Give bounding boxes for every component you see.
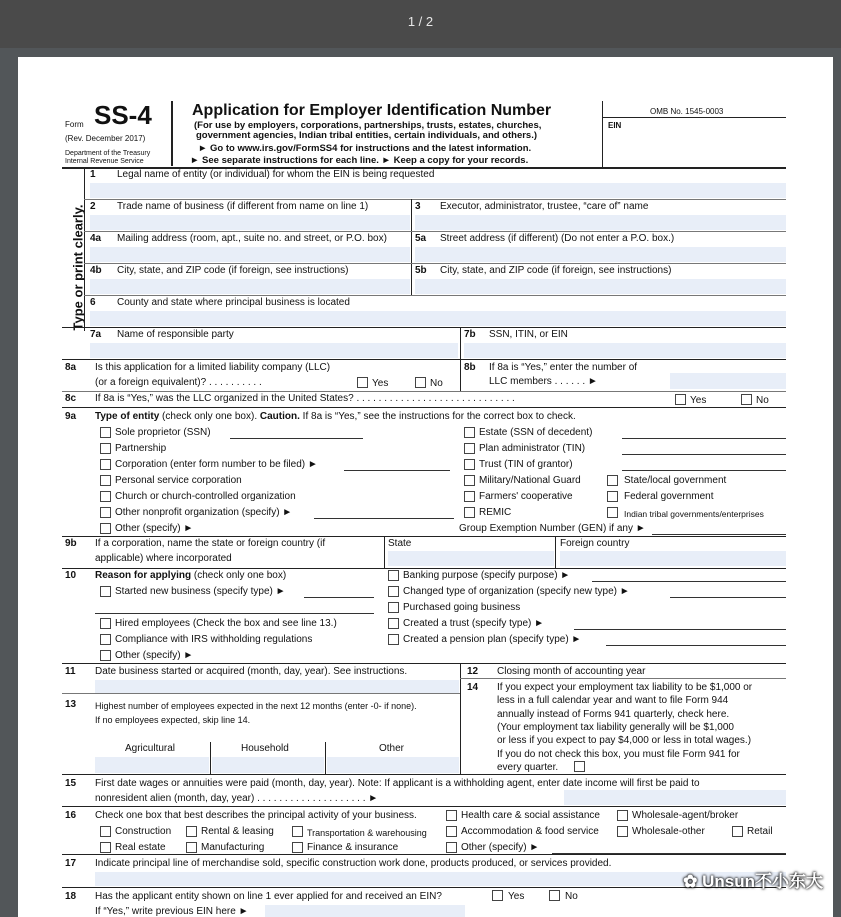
hired-employees-checkbox[interactable] bbox=[100, 618, 111, 629]
foreign-country-label: Foreign country bbox=[560, 538, 630, 549]
line-7a-number: 7a bbox=[90, 329, 102, 340]
gen-label: Group Exemption Number (GEN) if any ► bbox=[459, 523, 646, 534]
line-6-number: 6 bbox=[90, 297, 96, 308]
line-7b-label: SSN, ITIN, or EIN bbox=[489, 329, 568, 340]
form-subtitle-2: government agencies, Indian tribal entities, certain individuals, and others.) bbox=[196, 130, 538, 141]
started-business-type-field-2[interactable] bbox=[95, 613, 374, 614]
line-5b-label: City, state, and ZIP code (if foreign, see instructions) bbox=[440, 265, 672, 276]
remic-checkbox[interactable] bbox=[464, 507, 475, 518]
line-3-label: Executor, administrator, trustee, “care of” name bbox=[440, 201, 649, 212]
trade-name-field[interactable] bbox=[90, 215, 410, 230]
line-8a-label: Is this application for a limited liability company (LLC) bbox=[95, 362, 331, 373]
county-state-field[interactable] bbox=[90, 311, 786, 326]
indian-tribal-label: Indian tribal governments/enterprises bbox=[624, 509, 764, 519]
line-14-text-6: If you do not check this box, you must file Form 941 for bbox=[497, 749, 740, 760]
rental-leasing-checkbox[interactable] bbox=[186, 826, 197, 837]
pension-plan-label: Created a pension plan (specify type) ► bbox=[403, 634, 582, 645]
line-5a-label: Street address (if different) (Do not enter a P.O. box.) bbox=[440, 233, 675, 244]
line-8a-number: 8a bbox=[65, 362, 77, 373]
prior-ein-yes-label: Yes bbox=[508, 891, 525, 902]
department-label: Department of the Treasury bbox=[65, 150, 151, 157]
line-14-text-3: annually instead of Forms 941 quarterly, check here. bbox=[497, 709, 730, 720]
line-7b-number: 7b bbox=[464, 329, 476, 340]
llc-us-no-checkbox[interactable] bbox=[741, 394, 752, 405]
construction-checkbox[interactable] bbox=[100, 826, 111, 837]
estate-ssn-field[interactable] bbox=[622, 438, 786, 439]
llc-members-field[interactable] bbox=[670, 373, 786, 389]
hired-employees-label: Hired employees (Check the box and see line 13.) bbox=[115, 618, 337, 629]
started-business-label: Started new business (specify type) ► bbox=[115, 586, 286, 597]
line-16-label: Check one box that best describes the principal activity of your business. bbox=[95, 810, 417, 821]
mailing-address-field[interactable] bbox=[90, 247, 410, 262]
construction-label: Construction bbox=[115, 826, 172, 837]
wholesale-other-label: Wholesale-other bbox=[632, 826, 705, 837]
agricultural-label: Agricultural bbox=[125, 743, 176, 754]
line-14-text-5: or less if you expect to pay $4,000 or less in total wages.) bbox=[497, 735, 752, 746]
form-subtitle-1: (For use by employers, corporations, partnerships, trusts, estates, churches, bbox=[194, 120, 542, 131]
line-13-label-2: If no employees expected, skip line 14. bbox=[95, 715, 251, 725]
household-label: Household bbox=[241, 743, 289, 754]
created-trust-label: Created a trust (specify type) ► bbox=[403, 618, 545, 629]
other-activity-label: Other (specify) ► bbox=[461, 842, 540, 853]
line-5b-number: 5b bbox=[415, 265, 427, 276]
first-wages-date-field[interactable] bbox=[564, 790, 786, 805]
state-local-gov-checkbox[interactable] bbox=[607, 475, 618, 486]
estate-label: Estate (SSN of decedent) bbox=[479, 427, 593, 438]
estate-checkbox[interactable] bbox=[464, 427, 475, 438]
wholesale-agent-checkbox[interactable] bbox=[617, 810, 628, 821]
executor-field[interactable] bbox=[415, 215, 786, 230]
federal-gov-label: Federal government bbox=[624, 491, 714, 502]
wechat-icon: ✿ bbox=[683, 872, 703, 891]
other-reason-checkbox[interactable] bbox=[100, 650, 111, 661]
legal-name-field[interactable] bbox=[90, 183, 786, 198]
line-7a-label: Name of responsible party bbox=[117, 329, 234, 340]
plan-administrator-checkbox[interactable] bbox=[464, 443, 475, 454]
corporation-form-field[interactable] bbox=[344, 470, 450, 471]
other-activity-checkbox[interactable] bbox=[446, 842, 457, 853]
line-18-label: Has the applicant entity shown on line 1 ever applied for and received an EIN? bbox=[95, 891, 442, 902]
compliance-label: Compliance with IRS withholding regulations bbox=[115, 634, 313, 645]
responsible-party-field[interactable] bbox=[90, 343, 458, 358]
trust-tin-field[interactable] bbox=[622, 470, 786, 471]
line-9b-number: 9b bbox=[65, 538, 77, 549]
page-indicator: 1 / 2 bbox=[407, 14, 434, 29]
line-8a-label-2: (or a foreign equivalent)? . . . . . . . . . . bbox=[95, 377, 262, 388]
line-5a-number: 5a bbox=[415, 233, 427, 244]
banking-purpose-field[interactable] bbox=[592, 581, 786, 582]
trust-checkbox[interactable] bbox=[464, 459, 475, 470]
llc-yes-checkbox[interactable] bbox=[357, 377, 368, 388]
line-8b-label-2: LLC members . . . . . . ► bbox=[489, 376, 598, 387]
line-9a-heading: Type of entity (check only one box). Caution. If 8a is “Yes,” see the instructions for the correct box to check. bbox=[95, 411, 576, 422]
sole-proprietor-checkbox[interactable] bbox=[100, 427, 111, 438]
type-or-print-label: Type or print clearly. bbox=[70, 204, 86, 331]
form-title: Application for Employer Identification Number bbox=[192, 102, 552, 119]
compliance-checkbox[interactable] bbox=[100, 634, 111, 645]
line-18-label-2: If “Yes,” write previous EIN here ► bbox=[95, 906, 249, 917]
line-10-heading: Reason for applying (check only one box) bbox=[95, 570, 287, 581]
created-trust-field[interactable] bbox=[574, 629, 786, 630]
farmers-coop-checkbox[interactable] bbox=[464, 491, 475, 502]
transportation-checkbox[interactable] bbox=[292, 826, 303, 837]
started-business-type-field[interactable] bbox=[304, 597, 374, 598]
other-employees-label: Other bbox=[379, 743, 405, 754]
started-business-checkbox[interactable] bbox=[100, 586, 111, 597]
line-2-number: 2 bbox=[90, 201, 96, 212]
household-field[interactable] bbox=[212, 757, 324, 773]
health-care-checkbox[interactable] bbox=[446, 810, 457, 821]
state-local-gov-label: State/local government bbox=[624, 475, 727, 486]
line-8b-number: 8b bbox=[464, 362, 476, 373]
watermark bbox=[683, 867, 823, 892]
line-8c-number: 8c bbox=[65, 393, 77, 404]
banking-purpose-checkbox[interactable] bbox=[388, 570, 399, 581]
form-944-checkbox[interactable] bbox=[574, 761, 585, 772]
llc-us-yes-checkbox[interactable] bbox=[675, 394, 686, 405]
llc-yes-label: Yes bbox=[372, 378, 389, 389]
form-number: SS-4 bbox=[94, 100, 152, 130]
banking-purpose-label: Banking purpose (specify purpose) ► bbox=[403, 570, 571, 581]
indian-tribal-checkbox[interactable] bbox=[607, 507, 618, 518]
accommodation-checkbox[interactable] bbox=[446, 826, 457, 837]
transportation-label: Transportation & warehousing bbox=[307, 828, 427, 838]
line-18-number: 18 bbox=[65, 891, 77, 902]
line-14-text-7: every quarter. bbox=[497, 762, 559, 773]
line-12-number: 12 bbox=[467, 666, 479, 677]
wholesale-other-checkbox[interactable] bbox=[617, 826, 628, 837]
retail-label: Retail bbox=[747, 826, 773, 837]
line-1-number: 1 bbox=[90, 169, 96, 180]
wholesale-agent-label: Wholesale-agent/broker bbox=[632, 810, 739, 821]
other-entity-label: Other (specify) ► bbox=[115, 523, 194, 534]
church-checkbox[interactable] bbox=[100, 491, 111, 502]
line-10-number: 10 bbox=[65, 570, 77, 581]
agricultural-field[interactable] bbox=[95, 757, 209, 773]
line-13-number: 13 bbox=[65, 699, 77, 710]
health-care-label: Health care & social assistance bbox=[461, 810, 600, 821]
line-11-number: 11 bbox=[65, 666, 76, 677]
line-4b-number: 4b bbox=[90, 265, 102, 276]
watermark-text: Unsun不小东大 bbox=[702, 872, 823, 891]
sole-proprietor-label: Sole proprietor (SSN) bbox=[115, 427, 211, 438]
farmers-coop-label: Farmers' cooperative bbox=[479, 491, 573, 502]
corporation-label: Corporation (enter form number to be filed) ► bbox=[115, 459, 318, 470]
line-2-label: Trade name of business (if different from name on line 1) bbox=[117, 201, 369, 212]
line-14-number: 14 bbox=[467, 682, 479, 693]
manufacturing-checkbox[interactable] bbox=[186, 842, 197, 853]
line-13-label: Highest number of employees expected in the next 12 months (enter -0- if none). bbox=[95, 701, 417, 711]
form-revision: (Rev. December 2017) bbox=[65, 134, 146, 143]
street-city-state-zip-field[interactable] bbox=[415, 279, 786, 294]
corporation-checkbox[interactable] bbox=[100, 459, 111, 470]
line-15-label: First date wages or annuities were paid (month, day, year). Note: If applicant is a withholding agent, enter date income will first be paid to bbox=[95, 778, 700, 789]
manufacturing-label: Manufacturing bbox=[201, 842, 265, 853]
line-11-label: Date business started or acquired (month, day, year). See instructions. bbox=[95, 666, 408, 677]
ssn-itin-ein-field[interactable] bbox=[464, 343, 786, 358]
line-8b-label: If 8a is “Yes,” enter the number of bbox=[489, 362, 638, 373]
purchased-business-checkbox[interactable] bbox=[388, 602, 399, 613]
goto-instructions: ► Go to www.irs.gov/FormSS4 for instructions and the latest information. bbox=[198, 143, 532, 154]
line-17-label: Indicate principal line of merchandise sold, specific construction work done, products produced, or services provided. bbox=[95, 858, 612, 869]
line-8c-label: If 8a is “Yes,” was the LLC organized in the United States? . . . . . . . . . . . . . . . . . . . . . . . . . . . . . bbox=[95, 393, 515, 404]
line-9a-number: 9a bbox=[65, 411, 77, 422]
other-entity-checkbox[interactable] bbox=[100, 523, 111, 534]
omb-number: OMB No. 1545-0003 bbox=[650, 107, 724, 116]
previous-ein-field[interactable] bbox=[265, 905, 465, 917]
line-15-number: 15 bbox=[65, 778, 77, 789]
ein-label: EIN bbox=[608, 121, 622, 130]
street-address-field[interactable] bbox=[415, 247, 786, 262]
pension-plan-field[interactable] bbox=[606, 645, 786, 646]
line-12-label: Closing month of accounting year bbox=[497, 666, 646, 677]
line-1-label: Legal name of entity (or individual) for whom the EIN is being requested bbox=[117, 169, 435, 180]
plan-administrator-label: Plan administrator (TIN) bbox=[479, 443, 586, 454]
form-label: Form bbox=[65, 120, 84, 129]
finance-checkbox[interactable] bbox=[292, 842, 303, 853]
created-trust-checkbox[interactable] bbox=[388, 618, 399, 629]
accommodation-label: Accommodation & food service bbox=[461, 826, 599, 837]
city-state-zip-field[interactable] bbox=[90, 279, 410, 294]
state-label: State bbox=[388, 538, 412, 549]
line-14-text-2: less in a full calendar year and want to file Form 944 bbox=[497, 695, 729, 706]
real-estate-label: Real estate bbox=[115, 842, 166, 853]
real-estate-checkbox[interactable] bbox=[100, 842, 111, 853]
line-6-label: County and state where principal business is located bbox=[117, 297, 350, 308]
date-started-field[interactable] bbox=[95, 680, 459, 693]
partnership-label: Partnership bbox=[115, 443, 167, 454]
line-14-text-1: If you expect your employment tax liability to be $1,000 or bbox=[497, 682, 753, 693]
llc-no-checkbox[interactable] bbox=[415, 377, 426, 388]
sole-proprietor-ssn-field[interactable] bbox=[230, 438, 363, 439]
line-14-text-4: (Your employment tax liability generally will be $1,000 bbox=[497, 722, 734, 733]
rental-leasing-label: Rental & leasing bbox=[201, 826, 274, 837]
line-3-number: 3 bbox=[415, 201, 421, 212]
llc-us-yes-label: Yes bbox=[690, 395, 707, 406]
line-16-number: 16 bbox=[65, 810, 77, 821]
prior-ein-no-checkbox[interactable] bbox=[549, 890, 560, 901]
nonprofit-label: Other nonprofit organization (specify) ► bbox=[115, 507, 293, 518]
line-4a-label: Mailing address (room, apt., suite no. and street, or P.O. box) bbox=[117, 233, 387, 244]
changed-type-field[interactable] bbox=[670, 597, 786, 598]
llc-no-label: No bbox=[430, 378, 443, 389]
changed-type-label: Changed type of organization (specify new type) ► bbox=[403, 586, 630, 597]
prior-ein-no-label: No bbox=[565, 891, 578, 902]
see-instructions: ► See separate instructions for each line. ► Keep a copy for your records. bbox=[190, 155, 529, 166]
pension-plan-checkbox[interactable] bbox=[388, 634, 399, 645]
prior-ein-yes-checkbox[interactable] bbox=[492, 890, 503, 901]
church-label: Church or church-controlled organization bbox=[115, 491, 296, 502]
nonprofit-specify-field[interactable] bbox=[314, 518, 454, 519]
purchased-business-label: Purchased going business bbox=[403, 602, 521, 613]
line-4b-label: City, state, and ZIP code (if foreign, see instructions) bbox=[117, 265, 349, 276]
federal-gov-checkbox[interactable] bbox=[607, 491, 618, 502]
other-employees-field[interactable] bbox=[327, 757, 459, 773]
line-15-label-2: nonresident alien (month, day, year) . . . . . . . . . . . . . . . . . . . . ► bbox=[95, 793, 379, 804]
finance-label: Finance & insurance bbox=[307, 842, 399, 853]
plan-administrator-tin-field[interactable] bbox=[622, 454, 786, 455]
foreign-country-field[interactable] bbox=[560, 551, 786, 566]
other-reason-label: Other (specify) ► bbox=[115, 650, 194, 661]
line-9b-label: If a corporation, name the state or foreign country (if bbox=[95, 538, 326, 549]
partnership-checkbox[interactable] bbox=[100, 443, 111, 454]
military-checkbox[interactable] bbox=[464, 475, 475, 486]
line-9b-label-2: applicable) where incorporated bbox=[95, 553, 232, 564]
line-17-number: 17 bbox=[65, 858, 77, 869]
document-page bbox=[18, 57, 833, 917]
line-4a-number: 4a bbox=[90, 233, 102, 244]
nonprofit-checkbox[interactable] bbox=[100, 507, 111, 518]
trust-label: Trust (TIN of grantor) bbox=[479, 459, 573, 470]
changed-type-checkbox[interactable] bbox=[388, 586, 399, 597]
remic-label: REMIC bbox=[479, 507, 512, 518]
military-label: Military/National Guard bbox=[479, 475, 581, 486]
viewer-toolbar bbox=[0, 0, 841, 48]
agency-label: Internal Revenue Service bbox=[65, 158, 144, 165]
retail-checkbox[interactable] bbox=[732, 826, 743, 837]
personal-service-corp-checkbox[interactable] bbox=[100, 475, 111, 486]
incorporation-state-field[interactable] bbox=[388, 551, 554, 566]
personal-service-corp-label: Personal service corporation bbox=[115, 475, 242, 486]
llc-us-no-label: No bbox=[756, 395, 769, 406]
gen-field[interactable] bbox=[652, 534, 786, 535]
